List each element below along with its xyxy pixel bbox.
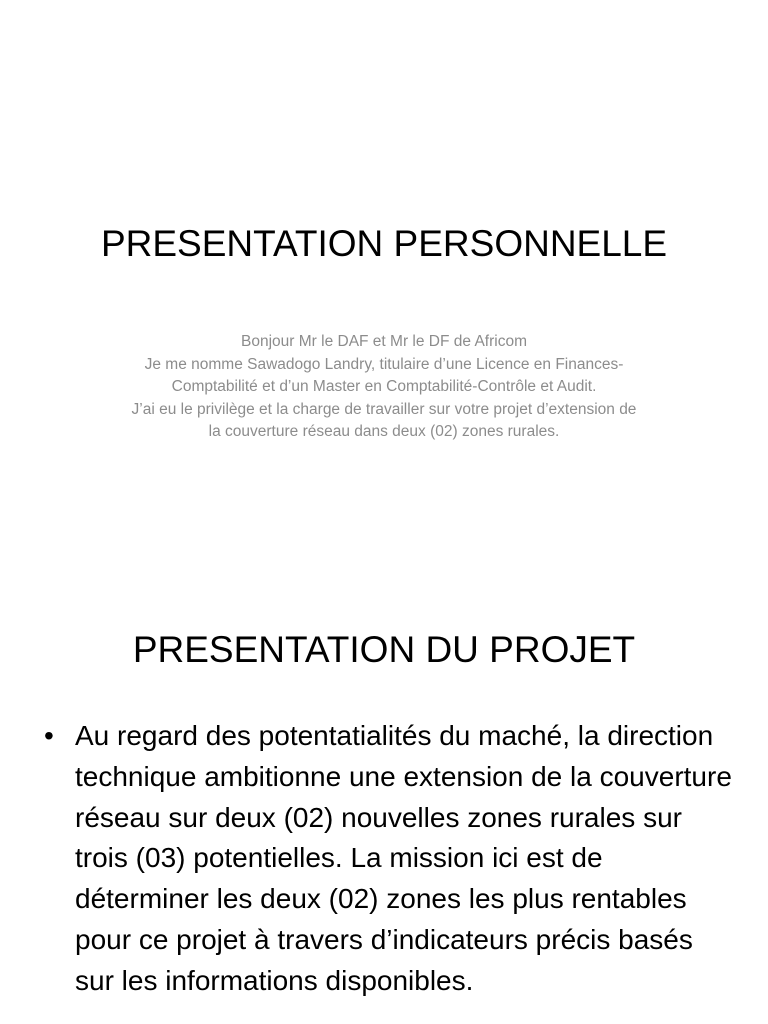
- bullet-icon: •: [44, 720, 54, 751]
- bullet-list: [44, 716, 734, 1002]
- slide-title: PRESENTATION DU PROJET: [132, 629, 636, 670]
- bullet-text: Au regard des potentatialités du maché, la direction technique ambitionne une extension de la couverture réseau sur deux (02) nouvelles zones rurales sur trois (03) potentielles. La mission ici est de déterminer les deux (02) zones les plus rentables pour ce projet à travers d’indicateurs précis basés sur les informations disponibles.: [75, 720, 732, 996]
- project-line: J’ai eu le privilège et la charge de travailler sur votre projet d’extension de la couverture réseau dans deux (02) zones rurales.: [131, 400, 637, 440]
- introduction-line: Je me nomme Sawadogo Landry, titulaire d’une Licence en Finances-Comptabilité et d’un Master en Comptabilité-Contrôle et Audit.: [144, 355, 624, 395]
- bullet-item: [44, 716, 734, 1002]
- slide-title: PRESENTATION PERSONNELLE: [100, 223, 668, 264]
- slide-project-presentation: [0, 576, 768, 1024]
- slide-subtitle: [124, 331, 644, 444]
- greeting-line: Bonjour Mr le DAF et Mr le DF de Africom: [241, 333, 527, 350]
